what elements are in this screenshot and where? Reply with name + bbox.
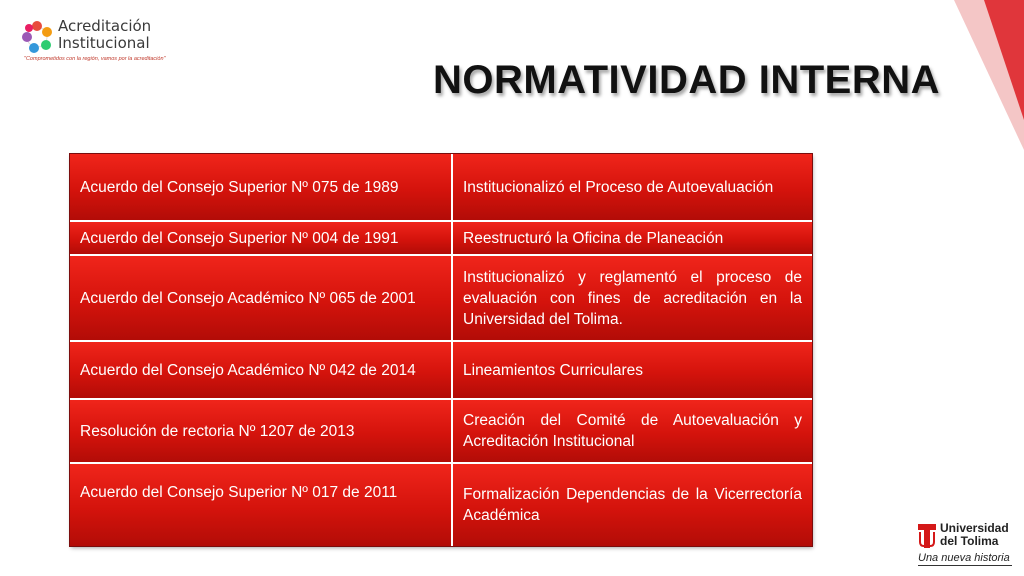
table-cell-normativa: Resolución de rectoria Nº 1207 de 2013	[70, 400, 453, 462]
logo-title-line2: Institucional	[58, 34, 150, 52]
table-cell-descripcion: Creación del Comité de Autoevaluación y Acreditación Institucional	[453, 400, 812, 462]
table-row	[70, 256, 812, 340]
decorative-wedge	[944, 0, 1024, 150]
table-row	[70, 342, 812, 398]
logo-title	[58, 18, 151, 52]
ut-name	[940, 522, 1009, 548]
logo-tagline: "Comprometidos con la región, vamos por la acreditación"	[24, 56, 166, 62]
ut-name-line2: del Tolima	[940, 534, 999, 548]
ut-tagline: Una nueva historia	[918, 552, 1010, 564]
table-row	[70, 154, 812, 220]
page-title: NORMATIVIDAD INTERNA	[432, 58, 940, 102]
table-cell-descripcion: Lineamientos Curriculares	[453, 342, 812, 398]
table-cell-normativa: Acuerdo del Consejo Superior Nº 004 de 1991	[70, 222, 453, 254]
universidad-tolima-logo	[918, 522, 1012, 568]
table-cell-descripcion: Formalización Dependencias de la Vicerrectoría Académica	[453, 464, 812, 546]
table-row	[70, 400, 812, 462]
table-row	[70, 222, 812, 254]
table-cell-descripcion: Reestructuró la Oficina de Planeación	[453, 222, 812, 254]
ut-underline	[918, 565, 1012, 566]
table-cell-normativa: Acuerdo del Consejo Académico Nº 042 de 2014	[70, 342, 453, 398]
table-cell-normativa: Acuerdo del Consejo Académico Nº 065 de 2001	[70, 256, 453, 340]
acreditacion-logo	[20, 18, 190, 66]
table-cell-descripcion: Institucionalizó y reglamentó el proceso de evaluación con fines de acreditación en la Universidad del Tolima.	[453, 256, 812, 340]
universidad-tolima-icon	[918, 524, 936, 548]
table-cell-normativa: Acuerdo del Consejo Superior Nº 075 de 1989	[70, 154, 453, 220]
logo-title-line1: Acreditación	[58, 17, 152, 35]
table-cell-descripcion: Institucionalizó el Proceso de Autoevaluación	[453, 154, 812, 220]
normatividad-table	[70, 154, 812, 546]
acreditacion-logo-icon	[20, 20, 54, 54]
table-row	[70, 464, 812, 546]
ut-name-line1: Universidad	[940, 521, 1009, 535]
table-cell-normativa: Acuerdo del Consejo Superior Nº 017 de 2011	[70, 464, 453, 546]
